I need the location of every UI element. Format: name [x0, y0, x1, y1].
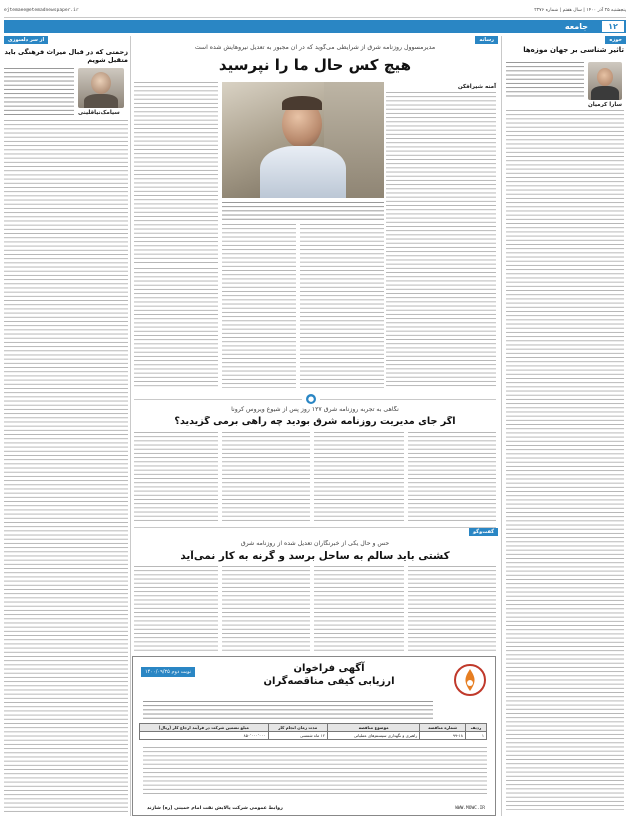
ad-td: ۹۹-۱۸	[420, 732, 466, 740]
ad-signature: روابط عمومی شرکت پالایش نفت امام خمینی (ره) شازند	[147, 806, 283, 811]
right-column-title: تاثیر شناسی بر جهان موزه‌ها	[523, 46, 624, 54]
masthead-bar	[4, 4, 626, 18]
lower-headline: کشتی باید سالم به ساحل برسد و گرنه به کار نمی‌آید	[180, 550, 450, 562]
middle-text-col4	[408, 432, 496, 524]
email-address[interactable]: ejtemaee@etemadnewspaper.ir	[4, 8, 79, 13]
ad-round-tag: نوبت دوم ۱۴۰۰/۰۹/۲۵	[141, 667, 195, 677]
divider-badge: ●	[307, 395, 315, 403]
left-column-title: زحمتی که در قبال میراث فرهنگی باید متقبل شویم	[4, 48, 128, 64]
middle-headline: اگر جای مدیریت روزنامه شرق بودید چه راهی برمی گزیدید؟	[174, 416, 456, 427]
ad-td: راهبری و نگهداری سیستم‌های عملیاتی	[327, 732, 419, 740]
left-intro-text	[4, 68, 74, 116]
middle-text-col3	[314, 432, 404, 524]
table-row	[140, 732, 487, 740]
lead-mid-text-a	[222, 224, 296, 388]
ad-td: ۱	[465, 732, 486, 740]
right-column-label: حوزه	[605, 36, 626, 44]
ad-table-header	[140, 724, 487, 732]
left-column-body	[4, 120, 128, 814]
ad-th: مدت زمان انجام کار	[268, 724, 327, 732]
ad-td: ۸۵۰٬۰۰۰٬۰۰۰	[140, 732, 269, 740]
lower-kicker: حس و حال یکی از خبرنگاران تعدیل شده از روزنامه شرق	[240, 540, 390, 547]
right-column-divider	[501, 36, 502, 816]
left-author-photo	[78, 68, 124, 108]
section-title: جامعه	[564, 22, 588, 31]
lower-rule	[134, 527, 496, 528]
left-column-label: از سر دلسوزی	[4, 36, 48, 44]
date-line: پنجشنبه ۲۵ آذر ۱۴۰۰ | سال هفتم | شماره ۲۲۷۶	[534, 8, 626, 13]
lead-mid-text-b	[300, 224, 384, 388]
lead-left-text-b	[134, 268, 218, 388]
right-intro-text	[506, 62, 584, 98]
ad-td: ۱۲ ماه شمسی	[268, 732, 327, 740]
lead-byline: آمنه شیرافکن	[457, 84, 496, 90]
ad-th: شماره مناقصه	[420, 724, 466, 732]
ad-title-line2: ارزیابی کیفی مناقصه‌گران	[263, 676, 395, 687]
ad-title-line1: آگهی فراخوان	[293, 663, 365, 674]
lead-photo-caption	[222, 202, 384, 220]
lead-left-text	[134, 82, 218, 264]
lower-text-col3	[314, 566, 404, 652]
ad-table	[139, 723, 487, 740]
lower-text-col2	[222, 566, 310, 652]
company-logo-icon	[453, 663, 487, 697]
middle-rule-left	[134, 399, 302, 400]
ad-website-link[interactable]: WWW.MOWC.IR	[455, 806, 485, 811]
tender-advertisement	[132, 656, 496, 816]
ad-intro-text	[143, 701, 433, 719]
lower-text-col1	[134, 566, 218, 652]
left-column-divider	[130, 36, 131, 816]
lead-right-text	[386, 92, 496, 388]
lead-photo	[222, 82, 384, 198]
ad-th: موضوع مناقصه	[327, 724, 419, 732]
middle-column-label: رسانه	[475, 36, 498, 44]
lead-headline: هیچ کس حال ما را نپرسید	[218, 56, 412, 74]
lower-label: گفت‌وگو	[469, 528, 498, 536]
section-strip	[4, 20, 626, 33]
ad-th: مبلغ تضمین شرکت در فرآیند ارجاع کار (ریال)	[140, 724, 269, 732]
middle-rule-right	[320, 399, 496, 400]
lower-text-col4	[408, 566, 496, 652]
ad-th: ردیف	[465, 724, 486, 732]
left-author-name: سیامک‌نیا‌قلینی	[78, 110, 120, 116]
page-number: ۱۲	[602, 21, 624, 32]
right-author-name: سارا کرمیان	[587, 102, 622, 108]
middle-kicker: نگاهی به تجربه روزنامه شرق ۱۲۷ روز پس از شیوع ویروس کرونا	[231, 406, 399, 413]
middle-text-col2	[222, 432, 310, 524]
right-column-body	[506, 110, 624, 810]
ad-body-text	[143, 747, 487, 797]
author-photo	[588, 62, 622, 100]
ad-heading	[223, 663, 435, 687]
lead-kicker: مدیرمسوول روزنامه شرق از شرایطی می‌گوید که در آن مجبور به تعدیل نیروهایش شده است	[194, 44, 436, 51]
middle-text-col1	[134, 432, 218, 524]
